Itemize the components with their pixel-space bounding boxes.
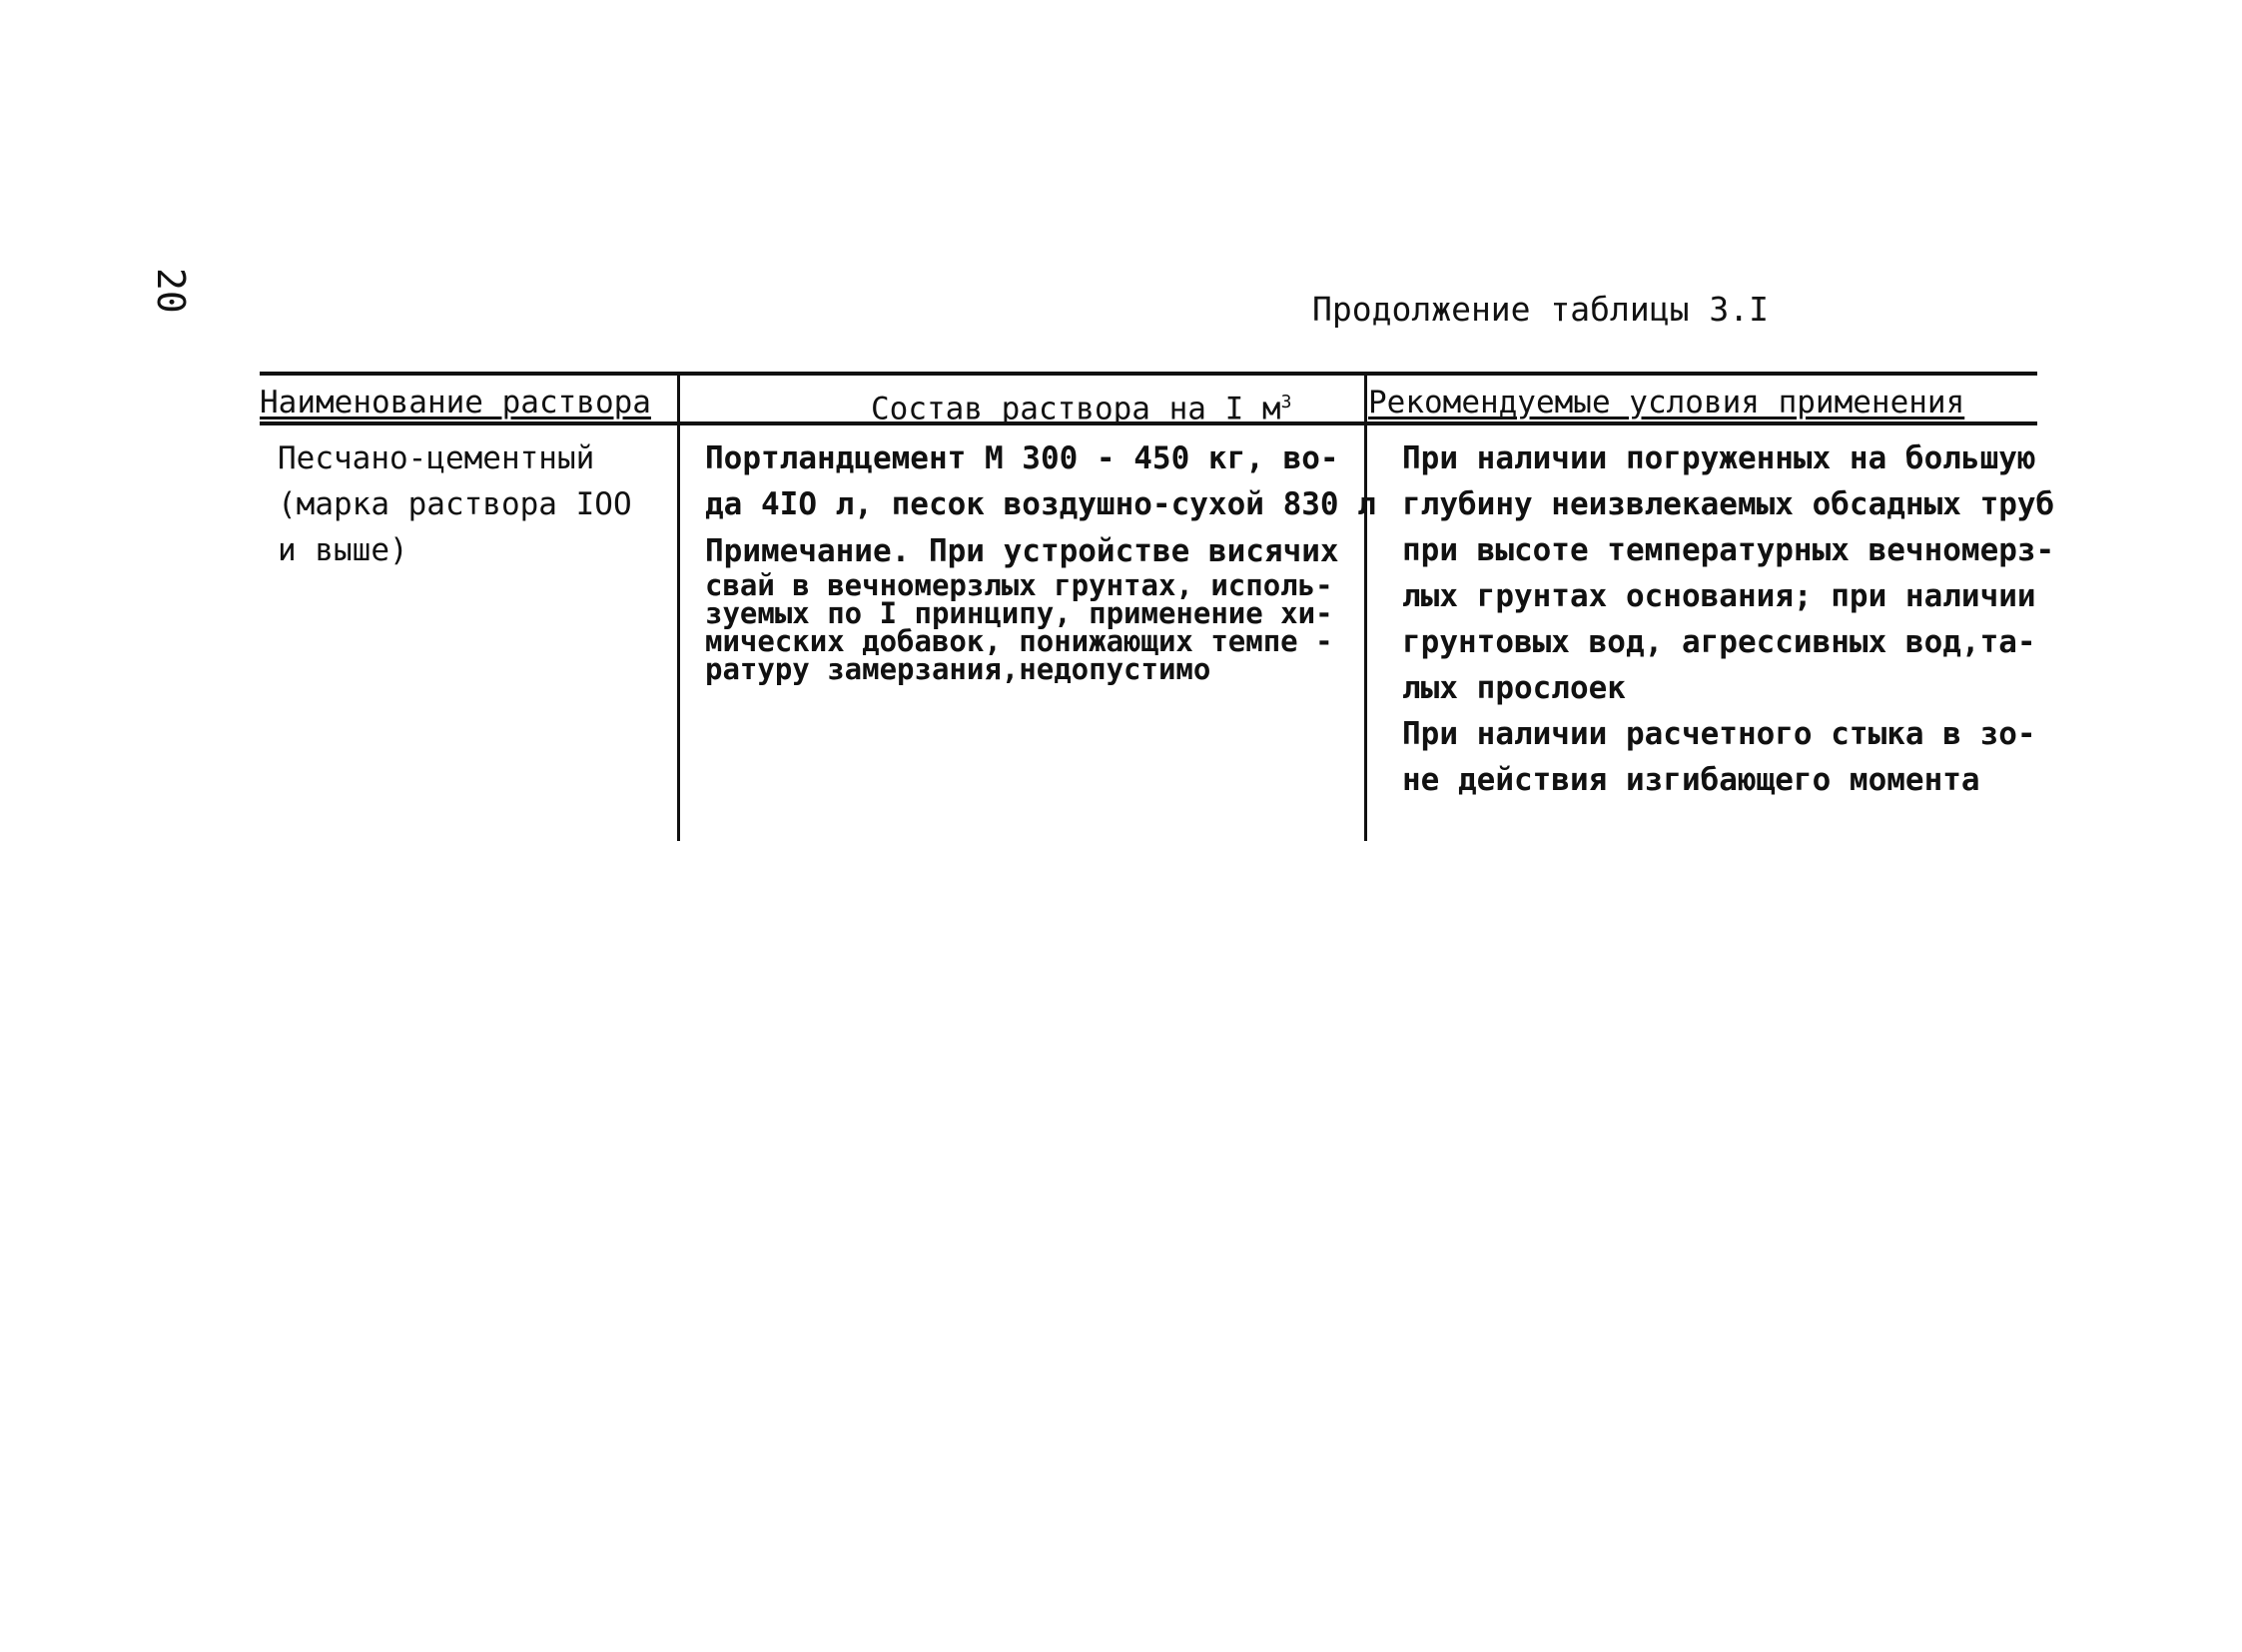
- conditions-line: при высоте температурных вечномерз-: [1402, 532, 2055, 568]
- composition-note: [705, 531, 1339, 686]
- table-continuation-title: Продолжение таблицы 3.I: [1312, 290, 1769, 329]
- conditions-line: лых прослоек: [1402, 670, 1626, 706]
- column-divider-1: [677, 372, 680, 841]
- header-composition-text: Состав раствора на I м: [871, 391, 1281, 427]
- note-line: Примечание. При устройстве висячих: [705, 533, 1339, 569]
- conditions-line: При наличии расчетного стыка в зо-: [1402, 716, 2036, 752]
- header-composition: [871, 384, 1291, 427]
- row-name-line: (марка раствора IOO: [278, 486, 632, 522]
- conditions-line: глубину неизвлекаемых обсадных труб: [1402, 486, 2055, 522]
- note-line: зуемых по I принципу, применение хи-: [705, 596, 1333, 630]
- row-name-cell: [278, 435, 632, 573]
- composition-line: да 4IO л, песок воздушно-сухой 830 л: [705, 486, 1376, 522]
- note-line: свай в вечномерзлых грунтах, исполь-: [705, 568, 1333, 602]
- header-conditions: Рекомендуемые условия применения: [1368, 385, 1965, 420]
- header-composition-superscript: 3: [1280, 392, 1292, 413]
- note-line: ратуру замерзания,недопустимо: [705, 652, 1211, 686]
- header-mortar-name: Наименование раствора: [260, 385, 651, 420]
- mortar-table: [260, 372, 2055, 841]
- conditions-line: грунтовых вод, агрессивных вод,та-: [1402, 624, 2036, 660]
- table-top-rule: [260, 372, 2037, 376]
- row-name-line: Песчано-цементный: [278, 440, 595, 476]
- conditions-line: не действия изгибающего момента: [1402, 762, 1980, 798]
- page-number: 20: [149, 268, 193, 314]
- row-composition-cell: [705, 435, 1376, 527]
- note-line: мических добавок, понижающих темпе -: [705, 624, 1333, 658]
- row-name-line: и выше): [278, 532, 408, 568]
- conditions-line: При наличии погруженных на большую: [1402, 440, 2036, 476]
- row-conditions-cell: [1402, 435, 2054, 803]
- composition-line: Портландцемент М 300 - 450 кг, во-: [705, 440, 1339, 476]
- conditions-line: лых грунтах основания; при наличии: [1402, 578, 2036, 614]
